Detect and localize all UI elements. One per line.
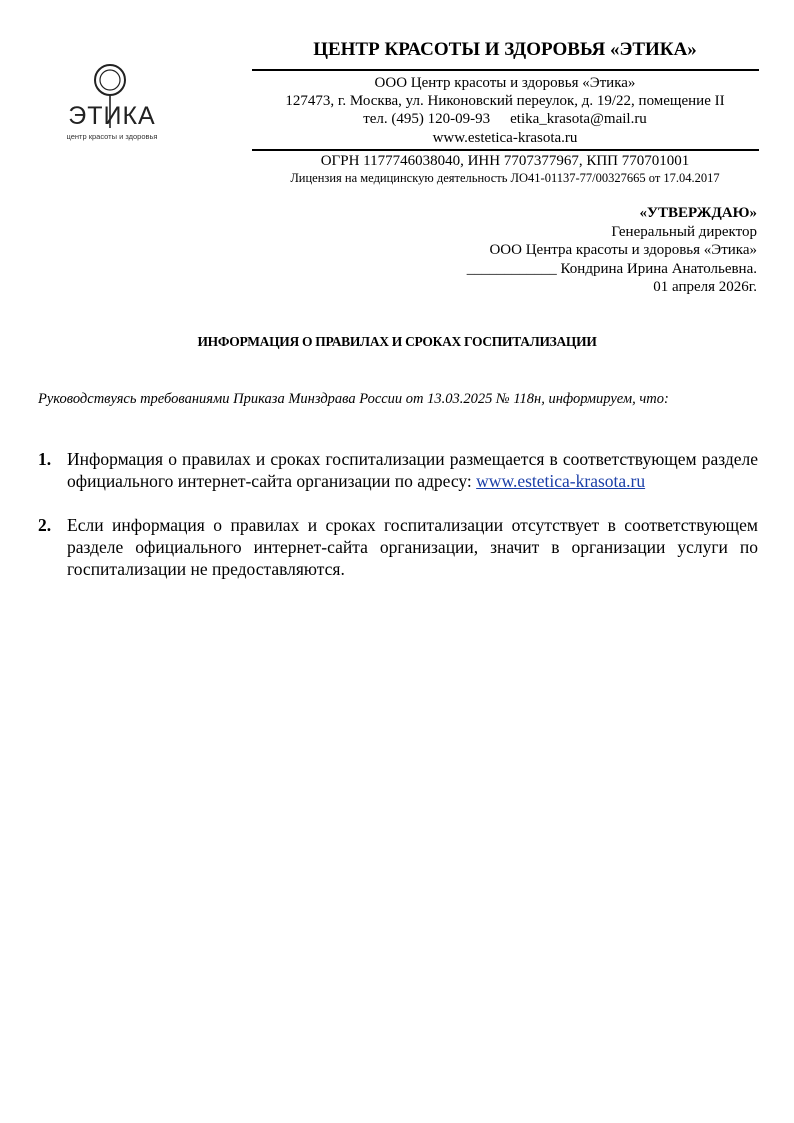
document-title: ИНФОРМАЦИЯ О ПРАВИЛАХ И СРОКАХ ГОСПИТАЛИЗАЦИИ	[197, 334, 597, 349]
approval-organization: ООО Центра красоты и здоровья «Этика»	[489, 242, 757, 258]
header-divider-top	[252, 69, 759, 71]
header-phone: тел. (495) 120-09-93	[363, 111, 491, 127]
website-link[interactable]: www.estetica-krasota.ru	[476, 471, 646, 491]
approval-signature: ____________ Кондрина Ирина Анатольевна.	[466, 260, 757, 277]
approval-title: «УТВЕРЖДАЮ»	[639, 205, 757, 221]
list-item-number: 1.	[38, 449, 52, 469]
header-title: ЦЕНТР КРАСОТЫ И ЗДОРОВЬЯ «ЭТИКА»	[313, 39, 697, 60]
header-website[interactable]: www.estetica-krasota.ru	[432, 130, 578, 146]
document-intro: Руководствуясь требованиями Приказа Минздрава России от 13.03.2025 № 118н, информируем, что:	[38, 391, 669, 407]
logo-subtitle: центр красоты и здоровья	[66, 132, 158, 141]
header-divider-bottom	[252, 149, 759, 151]
header-license: Лицензия на медицинскую деятельность ЛО41-01137-77/00327665 от 17.04.2017	[290, 171, 720, 185]
header-requisites: ОГРН 1177746038040, ИНН 7707377967, КПП 770701001	[320, 153, 690, 169]
list-item-number: 2.	[38, 515, 52, 535]
header-address: 127473, г. Москва, ул. Никоновский переулок, д. 19/22, помещение II	[285, 93, 725, 109]
list-item	[38, 448, 758, 492]
header-contacts	[252, 110, 758, 128]
logo-wordmark: ЭТИКА	[68, 102, 156, 130]
header-org-name: ООО Центр красоты и здоровья «Этика»	[374, 75, 636, 91]
approval-position: Генеральный директор	[611, 223, 757, 240]
company-logo	[64, 62, 160, 146]
approval-block	[467, 204, 757, 297]
numbered-list	[38, 448, 758, 602]
list-item	[38, 514, 758, 580]
approval-date: 01 апреля 2026г.	[653, 279, 757, 295]
header-email[interactable]: etika_krasota@mail.ru	[510, 111, 647, 127]
list-item-text: Информация о правилах и сроках госпитализации размещается в соответствующем разделе официального интернет-сайта организации по адресу:	[67, 449, 758, 491]
list-item-text: Если информация о правилах и сроках госпитализации отсутствует в соответствующем разделе официального интернет-сайта организации, значит в организации услуги по госпитализации не предоставляются.	[67, 515, 758, 579]
